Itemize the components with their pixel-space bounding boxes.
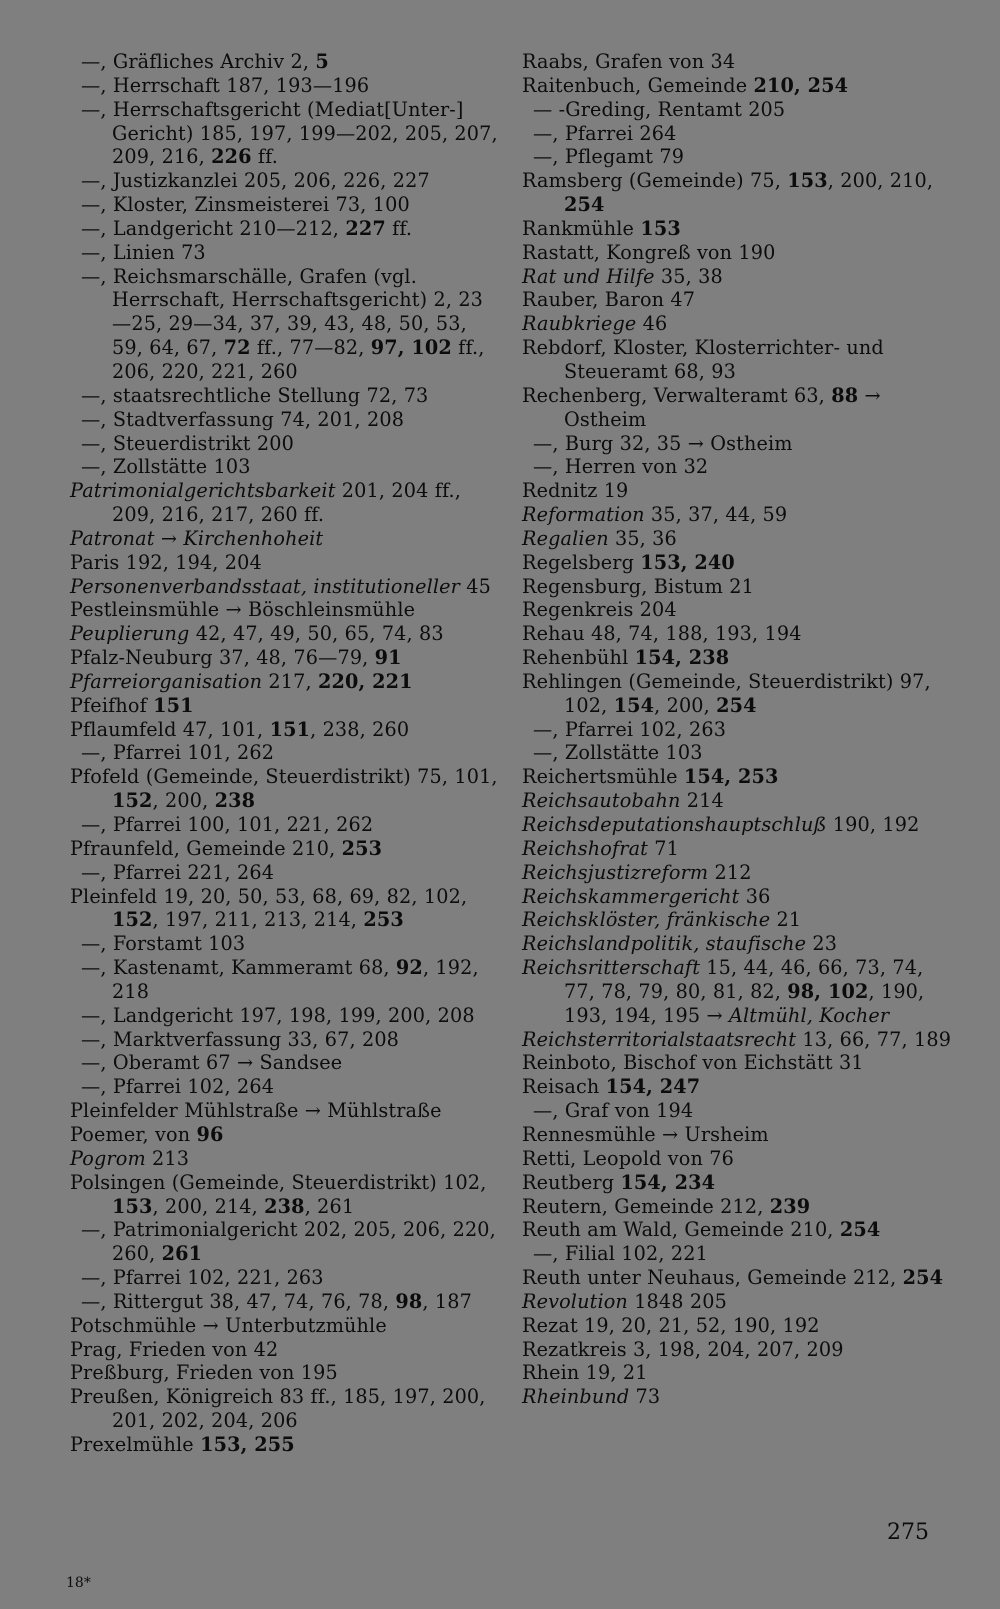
page-ref-bold: 254	[716, 693, 757, 717]
index-subentry	[70, 193, 500, 217]
page-ref-bold: 97, 102	[370, 336, 452, 360]
index-entry	[522, 312, 952, 336]
index-subentry	[70, 217, 500, 241]
entry-text: Preßburg, Frieden von 195	[70, 1361, 338, 1385]
entry-text: —, Linien 73	[81, 240, 206, 264]
entry-text: 190, 192	[826, 813, 920, 836]
index-entry	[522, 503, 952, 527]
index-entry	[522, 265, 952, 289]
term-italic: Reichsdeputationshauptschluß	[522, 813, 827, 836]
index-entry	[70, 622, 500, 646]
index-subentry	[522, 1099, 952, 1123]
entry-text: —, Steuerdistrikt 200	[81, 431, 294, 455]
page-ref-bold: 153	[640, 216, 681, 240]
entry-text: —, Kastenamt, Kammeramt 68,	[81, 956, 396, 980]
page-ref-bold: 154, 247	[605, 1075, 701, 1099]
index-entry	[522, 50, 952, 74]
index-entry	[522, 765, 952, 789]
entry-text: — -Greding, Rentamt 205	[533, 97, 786, 121]
entry-text: Pfalz-Neuburg 37, 48, 76—79,	[70, 646, 375, 670]
entry-text: 71	[648, 836, 679, 860]
entry-text: 23	[806, 932, 838, 956]
entry-text: Rehenbühl	[522, 646, 635, 670]
term-italic: Pfarreiorganisation	[70, 669, 263, 693]
entry-text: —, Graf von 194	[533, 1099, 694, 1123]
entry-text: Pleinfeld 19, 20, 50, 53, 68, 69, 82, 102,	[70, 884, 468, 908]
entry-text: Rankmühle	[522, 216, 641, 240]
page-ref-bold: 210, 254	[753, 73, 849, 97]
entry-text: —, Forstamt 103	[81, 932, 246, 956]
index-entry	[522, 789, 952, 813]
entry-text: Rhein 19, 21	[522, 1361, 648, 1385]
entry-text: , 200, 210,	[827, 169, 934, 193]
page-ref-bold: 154, 238	[634, 646, 730, 670]
index-subentry	[70, 50, 500, 74]
entry-text: Rauber, Baron 47	[522, 288, 696, 312]
entry-text: 214	[680, 789, 724, 813]
term-italic: Peuplierung	[70, 622, 190, 646]
page-ref-bold: 238	[264, 1194, 305, 1218]
entry-text: Raitenbuch, Gemeinde	[522, 73, 754, 97]
entry-text: —, Gräfliches Archiv 2,	[81, 50, 316, 73]
entry-text: Prexelmühle	[70, 1432, 201, 1456]
index-entry	[522, 1338, 952, 1362]
index-column-right	[522, 50, 952, 1409]
term-italic: Reichsjustizreform	[522, 860, 709, 884]
index-entry	[70, 1314, 500, 1338]
entry-text: , 190, 193, 194, 195 →	[564, 979, 925, 1027]
index-entry	[522, 1147, 952, 1171]
entry-text: —, Pfarrei 101, 262	[81, 741, 275, 765]
index-entry	[522, 1290, 952, 1314]
entry-text: Pfraunfeld, Gemeinde 210,	[70, 836, 342, 860]
term-italic: Raubkriege	[522, 312, 637, 336]
index-column-left	[70, 50, 500, 1457]
term-italic: Pogrom	[70, 1146, 146, 1170]
index-subentry	[70, 932, 500, 956]
index-entry	[522, 932, 952, 956]
term-italic: Personenverbandsstaat, institutioneller	[70, 574, 460, 598]
index-entry	[70, 527, 500, 551]
entry-text: Reichertsmühle	[522, 765, 684, 789]
entry-text: —, Landgericht 210—212,	[81, 216, 346, 240]
page-ref-bold: 151	[269, 717, 311, 741]
index-entry	[522, 908, 952, 932]
entry-text: 35, 36	[608, 526, 677, 550]
index-entry	[70, 885, 500, 933]
entry-text: —, Burg 32, 35 → Ostheim	[533, 431, 793, 455]
page-ref-bold: 151	[153, 693, 194, 717]
index-entry	[522, 74, 952, 98]
entry-text: , 200,	[654, 693, 717, 717]
entry-text: , 187	[422, 1289, 472, 1313]
index-entry	[522, 646, 952, 670]
entry-text: Reutberg	[522, 1170, 621, 1194]
index-entry	[522, 1171, 952, 1195]
page-ref-bold: 254	[902, 1266, 944, 1290]
index-entry	[70, 1361, 500, 1385]
index-entry	[70, 1338, 500, 1362]
index-subentry	[522, 741, 952, 765]
page-ref-bold: 152	[112, 789, 153, 813]
index-subentry	[70, 455, 500, 479]
entry-text: 35, 37, 44, 59	[644, 503, 788, 527]
entry-text: , 261	[304, 1194, 355, 1218]
entry-text: Regelsberg	[522, 550, 641, 574]
index-entry	[522, 885, 952, 909]
page-ref-bold: 98	[395, 1289, 423, 1313]
entry-text: → Ostheim	[564, 383, 881, 431]
index-entry	[522, 670, 952, 718]
index-entry	[70, 670, 500, 694]
entry-text: —, Herren von 32	[533, 455, 709, 479]
index-entry	[522, 217, 952, 241]
page-ref-bold: 254	[564, 193, 605, 217]
entry-text: ff., 77—82,	[250, 336, 371, 360]
entry-text: Pfeifhof	[70, 693, 154, 717]
entry-text: Raabs, Grafen von 34	[522, 50, 736, 73]
page-ref-bold: 98, 102	[787, 979, 869, 1003]
entry-text: Reuth am Wald, Gemeinde 210,	[522, 1218, 840, 1242]
entry-text: —, Marktverfassung 33, 67, 208	[81, 1027, 400, 1051]
entry-text: 13, 66, 77, 189	[796, 1027, 952, 1051]
index-entry	[522, 1195, 952, 1219]
page-number: 275	[887, 1520, 929, 1545]
page-ref-bold: 253	[341, 836, 383, 860]
entry-text: Paris 192, 194, 204	[70, 550, 262, 574]
index-entry	[522, 1266, 952, 1290]
entry-text: 212	[708, 860, 752, 884]
entry-text: Reinboto, Bischof von Eichstätt 31	[522, 1051, 864, 1075]
term-italic: Patronat → Kirchenhoheit	[70, 526, 324, 550]
entry-text: —, Reichsmarschälle, Grafen (vgl. Herrschaft, Herrschaftsgericht) 2, 23—25, 29—34, 37, 39, 43, 48, 50, 53, 59, 64, 67,	[81, 264, 484, 360]
index-subentry	[70, 1004, 500, 1028]
page-ref-bold: 239	[769, 1194, 811, 1218]
index-entry	[70, 1385, 500, 1433]
index-entry	[70, 1099, 500, 1123]
term-italic: Patrimonialgerichtsbarkeit	[70, 479, 336, 503]
entry-text: 36	[739, 884, 771, 908]
entry-text: Poemer, von	[70, 1122, 197, 1146]
entry-text: Reuth unter Neuhaus, Gemeinde 212,	[522, 1266, 903, 1290]
entry-text: —, Pfarrei 264	[533, 121, 677, 145]
index-subentry	[70, 384, 500, 408]
page-ref-bold: 220, 221	[317, 669, 413, 693]
index-entry	[522, 479, 952, 503]
term-italic: Reichslandpolitik, staufische	[522, 932, 807, 956]
index-entry	[70, 765, 500, 813]
index-entry	[522, 1051, 952, 1075]
index-entry	[522, 575, 952, 599]
entry-text: Pfofeld (Gemeinde, Steuerdistrikt) 75, 101,	[70, 765, 498, 789]
entry-text: —, Pflegamt 79	[533, 145, 685, 169]
index-entry	[522, 1385, 952, 1409]
entry-text: , 200,	[152, 789, 215, 813]
index-entry	[522, 288, 952, 312]
entry-text: Reisach	[522, 1075, 606, 1099]
entry-text: 21	[770, 908, 802, 932]
term-italic: Revolution	[522, 1289, 628, 1313]
page-ref-bold: 254	[839, 1218, 881, 1242]
entry-text: Rezatkreis 3, 198, 204, 207, 209	[522, 1337, 844, 1361]
index-subentry	[70, 169, 500, 193]
entry-text: Rastatt, Kongreß von 190	[522, 240, 776, 264]
page-ref-bold: 72	[223, 336, 251, 360]
index-subentry	[70, 1218, 500, 1266]
page-ref-bold: 92	[395, 956, 423, 980]
entry-text: Rehlingen (Gemeinde, Steuerdistrikt) 97, 102,	[522, 669, 931, 717]
index-subentry	[522, 122, 952, 146]
term-italic: Reichsautobahn	[522, 789, 681, 813]
entry-text: 213	[145, 1146, 190, 1170]
entry-text: , 197, 211, 213, 214,	[152, 908, 364, 932]
index-subentry	[70, 432, 500, 456]
index-subentry	[70, 74, 500, 98]
index-subentry	[70, 741, 500, 765]
index-subentry	[70, 1266, 500, 1290]
entry-text: Rezat 19, 20, 21, 52, 190, 192	[522, 1313, 820, 1337]
entry-text: —, Herrschaftsgericht (Mediat[Unter-] Gericht) 185, 197, 199—202, 205, 207, 209, 216,	[81, 97, 498, 169]
page-ref-bold: 226	[211, 145, 252, 169]
page-ref-bold: 238	[214, 789, 256, 813]
entry-text: Preußen, Königreich 83 ff., 185, 197, 200, 201, 202, 204, 206	[70, 1385, 486, 1433]
entry-text: 1848 205	[627, 1289, 727, 1313]
term-italic: Rat und Hilfe	[522, 264, 655, 288]
page-ref-bold: 153	[112, 1194, 153, 1218]
page-ref-bold: 152	[112, 908, 153, 932]
entry-text: Rennesmühle → Ursheim	[522, 1122, 769, 1146]
index-entry	[522, 1218, 952, 1242]
term-italic: Altmühl, Kocher	[728, 1003, 890, 1027]
signature-mark: 18*	[66, 1575, 91, 1591]
index-subentry	[522, 455, 952, 479]
index-entry	[70, 646, 500, 670]
index-subentry	[70, 813, 500, 837]
entry-text: 73	[629, 1385, 661, 1409]
index-subentry	[522, 432, 952, 456]
index-entry	[70, 1171, 500, 1219]
index-subentry	[522, 98, 952, 122]
index-subentry	[522, 718, 952, 742]
index-entry	[70, 718, 500, 742]
entry-text: Rebdorf, Kloster, Klosterrichter- und Steueramt 68, 93	[522, 336, 884, 383]
entry-text: 35, 38	[654, 264, 723, 288]
index-entry	[70, 575, 500, 599]
entry-text: —, Kloster, Zinsmeisterei 73, 100	[81, 193, 410, 217]
entry-text: Retti, Leopold von 76	[522, 1146, 734, 1170]
entry-text: 45	[459, 574, 491, 598]
index-entry	[522, 1361, 952, 1385]
index-entry	[522, 241, 952, 265]
page-ref-bold: 154, 253	[683, 765, 779, 789]
entry-text: Rehau 48, 74, 188, 193, 194	[522, 622, 802, 646]
index-entry	[70, 551, 500, 575]
entry-text: Potschmühle → Unterbutzmühle	[70, 1313, 387, 1337]
entry-text: —, Pfarrei 102, 221, 263	[81, 1266, 324, 1290]
index-subentry	[70, 956, 500, 1004]
index-entry	[522, 861, 952, 885]
page-ref-bold: 153	[787, 169, 828, 193]
term-italic: Reichsritterschaft	[522, 956, 701, 980]
term-italic: Reichsterritorialstaatsrecht	[522, 1027, 797, 1051]
index-subentry	[70, 241, 500, 265]
index-entry	[522, 837, 952, 861]
term-italic: Reformation	[522, 503, 645, 527]
entry-text: —, Patrimonialgericht 202, 205, 206, 220, 260,	[81, 1218, 496, 1266]
entry-text: , 192, 218	[112, 956, 479, 1003]
page-ref-bold: 227	[345, 216, 386, 240]
entry-text: Pestleinsmühle → Böschleinsmühle	[70, 598, 416, 622]
entry-text: —, Pfarrei 102, 264	[81, 1075, 275, 1099]
index-entry	[70, 479, 500, 527]
page-ref-bold: 91	[374, 646, 402, 670]
page-ref-bold: 153, 240	[640, 550, 735, 574]
entry-text: —, Pfarrei 102, 263	[533, 717, 727, 741]
entry-text: —, Filial 102, 221	[533, 1242, 708, 1266]
index-entry	[70, 837, 500, 861]
entry-text: Regenkreis 204	[522, 598, 677, 622]
index-subentry	[70, 1028, 500, 1052]
index-entry	[522, 384, 952, 432]
index-subentry	[522, 1242, 952, 1266]
entry-text: Pleinfelder Mühlstraße → Mühlstraße	[70, 1099, 442, 1123]
entry-text: Rechenberg, Verwalteramt 63,	[522, 383, 832, 407]
entry-text: Prag, Frieden von 42	[70, 1337, 279, 1361]
page-ref-bold: 253	[363, 908, 404, 932]
index-subentry	[522, 145, 952, 169]
page-ref-bold: 154	[613, 693, 655, 717]
entry-text: ff.	[385, 216, 413, 240]
index-subentry	[70, 1075, 500, 1099]
entry-text: —, Pfarrei 100, 101, 221, 262	[81, 813, 374, 836]
index-subentry	[70, 861, 500, 885]
index-entry	[70, 694, 500, 718]
entry-text: Ramsberg (Gemeinde) 75,	[522, 169, 788, 193]
index-entry	[70, 1147, 500, 1171]
entry-text: —, staatsrechtliche Stellung 72, 73	[81, 383, 429, 407]
entry-text: —, Landgericht 197, 198, 199, 200, 208	[81, 1003, 475, 1027]
index-entry	[70, 1433, 500, 1457]
entry-text: 15, 44, 46, 66, 73, 74, 77, 78, 79, 80, 81, 82,	[564, 956, 924, 1003]
index-subentry	[70, 1290, 500, 1314]
index-entry	[522, 551, 952, 575]
entry-text: 201, 204 ff., 209, 216, 217, 260 ff.	[112, 479, 462, 527]
entry-text: , 238, 260	[310, 717, 410, 741]
entry-text: Regensburg, Bistum 21	[522, 574, 754, 598]
page-ref-bold: 261	[161, 1242, 203, 1266]
entry-text: —, Justizkanzlei 205, 206, 226, 227	[81, 169, 430, 193]
index-entry	[70, 1123, 500, 1147]
index-subentry	[70, 408, 500, 432]
entry-text: —, Rittergut 38, 47, 74, 76, 78,	[81, 1289, 396, 1313]
term-italic: Regalien	[522, 526, 609, 550]
entry-text: —, Stadtverfassung 74, 201, 208	[81, 407, 405, 431]
index-entry	[70, 598, 500, 622]
index-subentry	[70, 98, 500, 170]
index-entry	[522, 1075, 952, 1099]
index-entry	[522, 813, 952, 837]
entry-text: Pflaumfeld 47, 101,	[70, 717, 270, 741]
entry-text: 42, 47, 49, 50, 65, 74, 83	[189, 622, 444, 646]
index-entry	[522, 956, 952, 1028]
entry-text: —, Pfarrei 221, 264	[81, 860, 275, 884]
entry-text: Reutern, Gemeinde 212,	[522, 1194, 770, 1218]
index-entry	[522, 527, 952, 551]
index-subentry	[70, 1051, 500, 1075]
term-italic: Reichskammergericht	[522, 884, 740, 908]
index-subentry	[70, 265, 500, 384]
entry-text: 217,	[262, 669, 318, 693]
page-ref-bold: 88	[831, 383, 859, 407]
page-ref-bold: 154, 234	[620, 1170, 716, 1194]
entry-text: —, Herrschaft 187, 193—196	[81, 73, 370, 97]
index-entry	[522, 598, 952, 622]
entry-text: ff.	[251, 145, 278, 169]
entry-text: —, Oberamt 67 → Sandsee	[81, 1051, 343, 1075]
index-entry	[522, 1028, 952, 1052]
index-entry	[522, 336, 952, 384]
entry-text: 46	[636, 312, 668, 336]
entry-text: ff., 206, 220, 221, 260	[112, 336, 485, 383]
index-entry	[522, 622, 952, 646]
entry-text: Rednitz 19	[522, 479, 629, 503]
entry-text: —, Zollstätte 103	[533, 741, 703, 765]
term-italic: Reichsklöster, fränkische	[522, 908, 771, 932]
entry-text: , 200, 214,	[152, 1194, 265, 1218]
entry-text: Polsingen (Gemeinde, Steuerdistrikt) 102,	[70, 1170, 487, 1194]
term-italic: Rheinbund	[522, 1385, 630, 1409]
page-ref-bold: 96	[196, 1122, 224, 1146]
page-ref-bold: 5	[315, 50, 329, 73]
page-ref-bold: 153, 255	[200, 1432, 295, 1456]
term-italic: Reichshofrat	[522, 836, 649, 860]
index-entry	[522, 1314, 952, 1338]
entry-text: —, Zollstätte 103	[81, 455, 251, 479]
index-entry	[522, 1123, 952, 1147]
index-entry	[522, 169, 952, 217]
